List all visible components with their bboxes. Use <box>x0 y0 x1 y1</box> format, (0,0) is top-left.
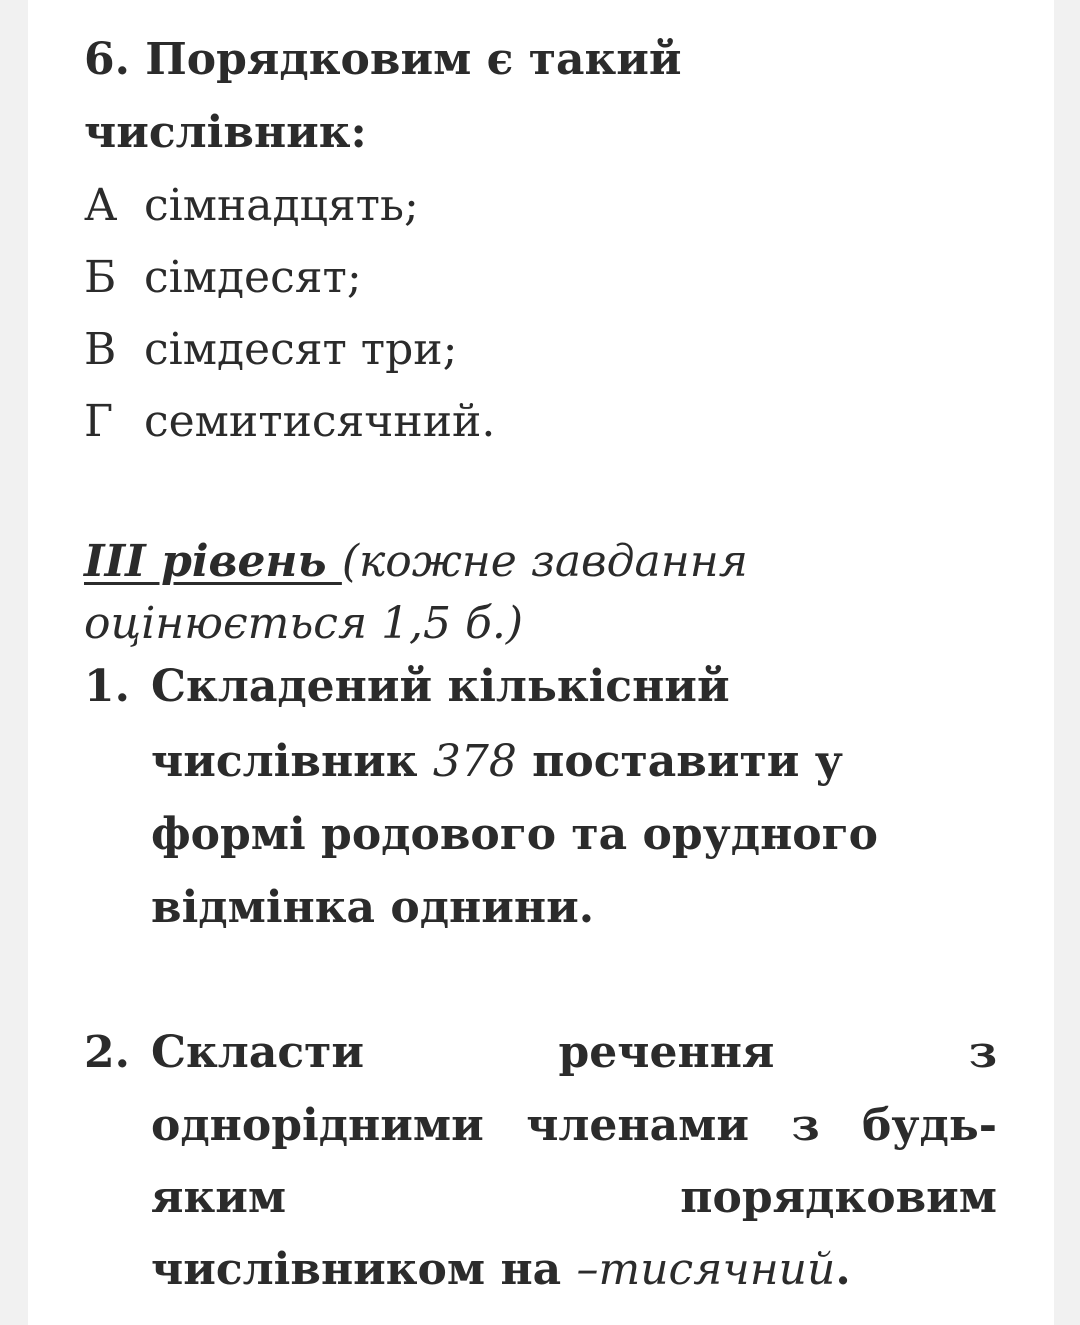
task-2-word: Скласти <box>151 1027 365 1078</box>
task-2-number: 2. <box>84 1027 130 1078</box>
task-2-text: . <box>835 1244 851 1295</box>
option-b <box>84 252 362 304</box>
question-6-title-line-2: числівник: <box>84 107 367 158</box>
option-letter: В <box>84 324 117 375</box>
option-letter: Б <box>84 252 117 303</box>
task-2-word: порядковим <box>680 1172 997 1223</box>
level-3-heading: ІІІ рівень <box>84 536 342 587</box>
task-1-line-2 <box>151 736 843 788</box>
level-3-note: (кожне завдання <box>341 536 748 587</box>
task-2-word: з <box>968 1027 997 1078</box>
option-text: сімдесят три; <box>144 324 458 375</box>
task-2-word: речення <box>558 1027 775 1078</box>
task-1-number-value: 378 <box>432 736 517 787</box>
option-a <box>84 180 419 232</box>
task-1-text: числівник <box>151 736 433 787</box>
task-2-suffix: –тисячний <box>576 1244 836 1295</box>
task-2-line-3 <box>151 1172 997 1224</box>
task-2-line-1 <box>151 1027 997 1079</box>
task-1-number: 1. <box>84 661 130 712</box>
option-text: сімдесят; <box>144 252 362 303</box>
option-letter: Г <box>84 396 114 447</box>
task-2-line-4 <box>151 1244 851 1296</box>
task-1-text: поставити у <box>516 736 843 787</box>
task-2-word: будь- <box>862 1100 997 1151</box>
question-6-title-line-1: 6. Порядковим є такий <box>84 34 682 85</box>
option-letter: А <box>84 180 118 231</box>
task-2-text: числівником на <box>151 1244 577 1295</box>
task-2-word: яким <box>151 1172 287 1223</box>
task-2-word: членами <box>526 1100 749 1151</box>
document-page <box>28 0 1054 1325</box>
option-text: сімнадцять; <box>144 180 419 231</box>
option-c <box>84 324 457 376</box>
task-2-word: однорідними <box>151 1100 484 1151</box>
option-d <box>84 396 495 448</box>
task-1-line-4: відмінка однини. <box>151 882 595 933</box>
option-text: семитисячний. <box>144 396 496 447</box>
task-2-word: з <box>791 1100 820 1151</box>
task-1-line-3: формі родового та орудного <box>151 809 878 860</box>
level-3-heading-line <box>84 536 748 588</box>
task-2-line-2 <box>151 1100 997 1152</box>
level-3-note-line-2: оцінюється 1,5 б.) <box>84 598 524 649</box>
task-1-line-1: Складений кількісний <box>151 661 730 712</box>
